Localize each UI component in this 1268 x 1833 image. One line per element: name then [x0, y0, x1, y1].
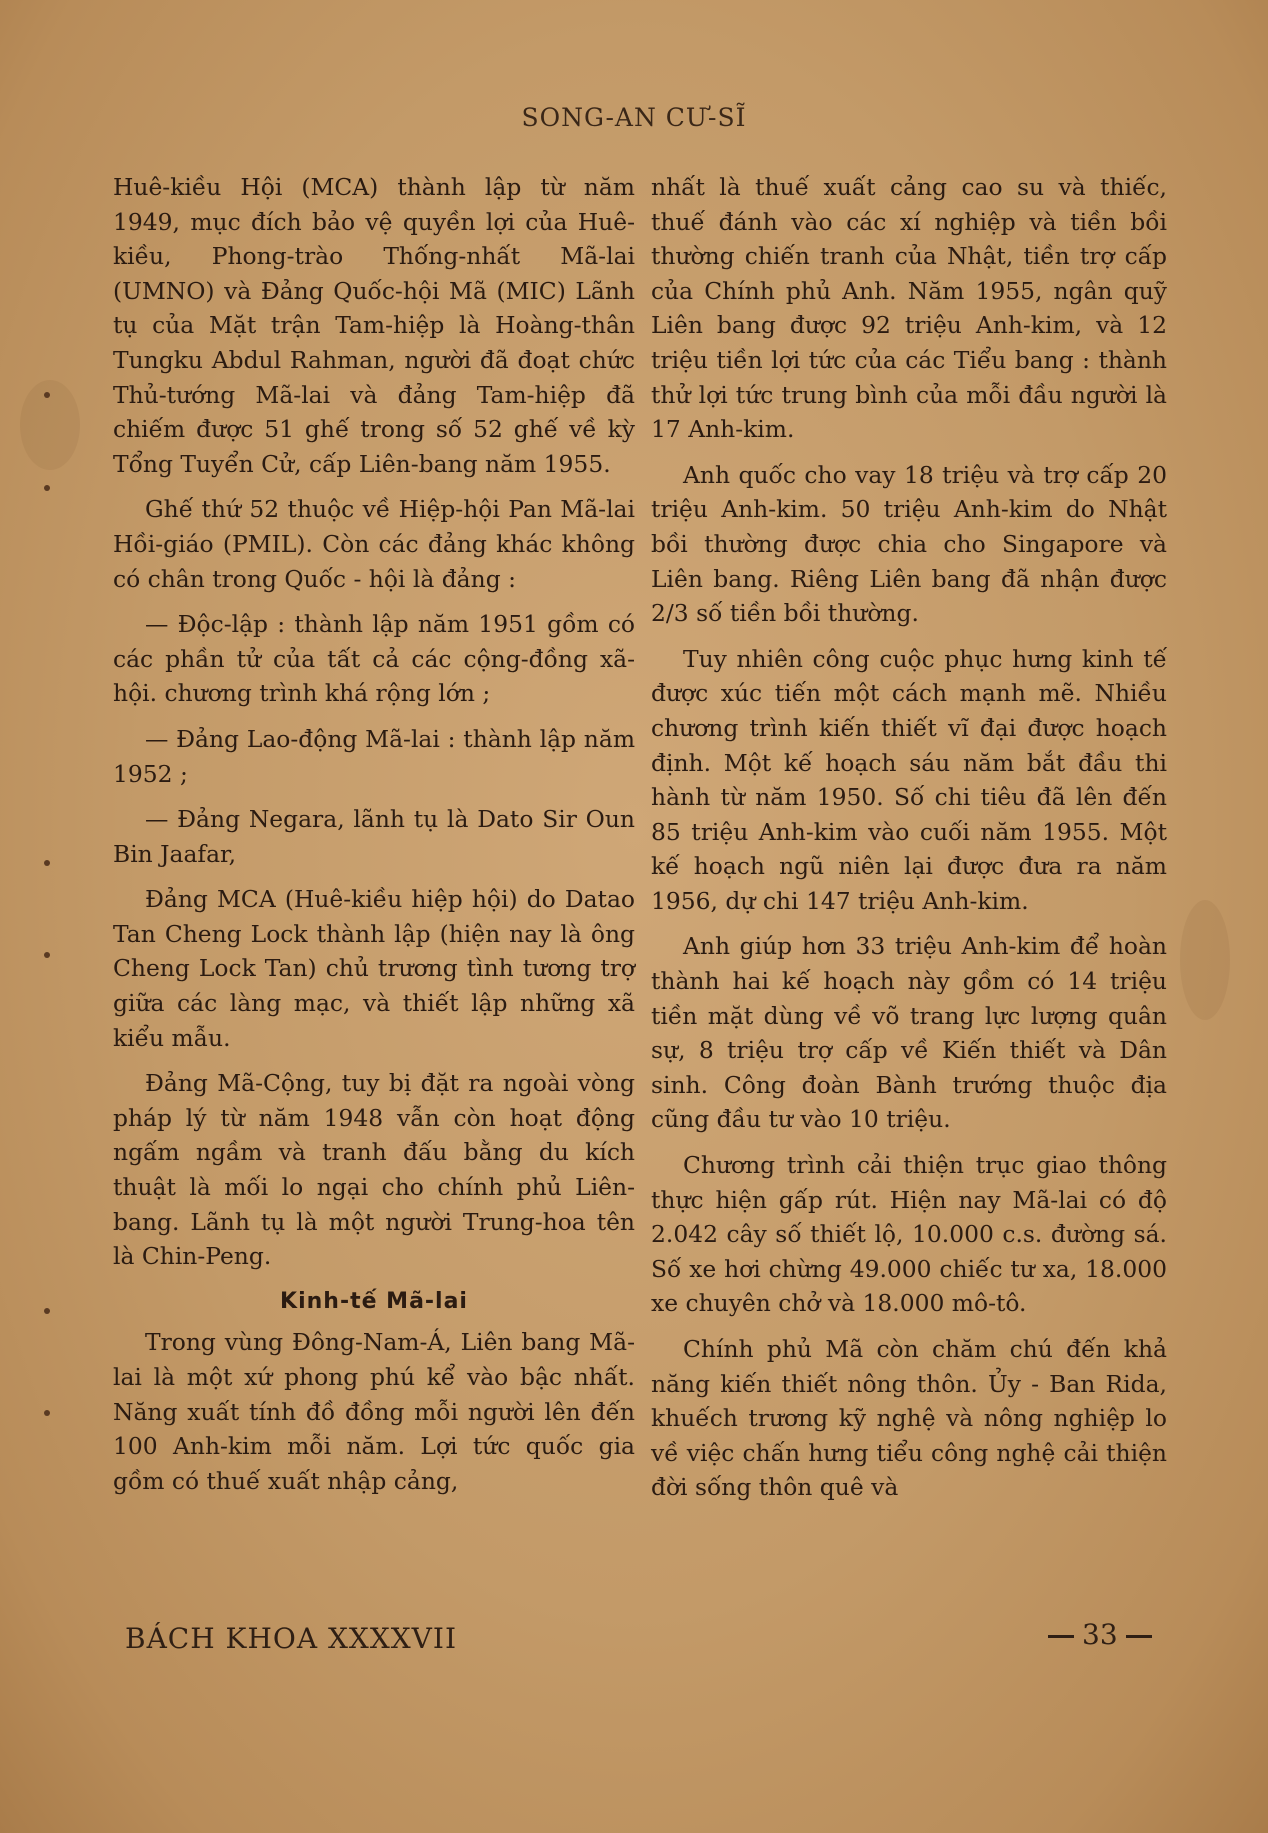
running-head: SONG-AN CƯ-SĨ	[521, 103, 747, 132]
binding-hole-mark	[44, 1410, 50, 1416]
binding-hole-mark	[44, 860, 50, 866]
paper-stain	[20, 380, 80, 470]
list-paragraph: — Đảng Lao-động Mã-lai : thành lập năm 1952 ;	[113, 724, 635, 788]
binding-hole-mark	[44, 1308, 50, 1314]
dash-decoration	[1048, 1635, 1074, 1638]
paragraph: Tuy nhiên công cuộc phục hưng kinh tế được xúc tiến một cách mạnh mẽ. Nhiều chương trình kiến thiết vĩ đại được hoạch định. Một kế hoạch sáu năm bắt đầu thi hành từ năm 1950. Số chi tiêu đã lên đến 85 triệu Anh-kim vào cuối năm 1955. Một kế hoạch ngũ niên lại được đưa ra năm 1956, dự chi 147 triệu Anh-kim.	[651, 644, 1167, 915]
paragraph: Chính phủ Mã còn chăm chú đến khả năng kiến thiết nông thôn. Ủy - Ban Rida, khuếch trương kỹ nghệ và nông nghiệp lo về việc chấn hưng tiểu công nghệ cải thiện đời sống thôn quê và	[651, 1335, 1167, 1502]
right-column	[651, 170, 1167, 1516]
list-paragraph: — Đảng Negara, lãnh tụ là Dato Sir Oun Bin Jaafar,	[113, 805, 635, 868]
section-heading: Kinh-tế Mã-lai	[280, 1288, 468, 1314]
paragraph: Anh giúp hơn 33 triệu Anh-kim để hoàn thành hai kế hoạch này gồm có 14 triệu tiền mặt dùng về võ trang lực lượng quân sự, 8 triệu trợ cấp về Kiến thiết và Dân sinh. Công đoàn Bành trướng thuộc địa cũng đầu tư vào 10 triệu.	[651, 932, 1167, 1134]
publication-footer: BÁCH KHOA XXXXVII	[125, 1622, 458, 1655]
page-number-footer	[1040, 1618, 1160, 1651]
dash-decoration	[1126, 1635, 1152, 1638]
binding-hole-mark	[44, 485, 50, 491]
paragraph: Huê-kiều Hội (MCA) thành lập từ năm 1949, mục đích bảo vệ quyền lợi của Huê-kiều, Phong-trào Thống-nhất Mã-lai (UMNO) và Đảng Quốc-hội Mã (MIC) Lãnh tụ của Mặt trận Tam-hiệp là Hoàng-thân Tungku Abdul Rahman, người đã đoạt chức Thủ-tướng Mã-lai và đảng Tam-hiệp đã chiếm được 51 ghế trong số 52 ghế về kỳ Tổng Tuyển Cử, cấp Liên-bang năm 1955.	[113, 173, 635, 478]
left-column	[113, 170, 635, 1509]
binding-hole-mark	[44, 392, 50, 398]
paragraph: Đảng MCA (Huê-kiều hiệp hội) do Datao Tan Cheng Lock thành lập (hiện nay là ông Cheng Lock Tan) chủ trương tình tương trợ giữa các làng mạc, và thiết lập những xã kiểu mẫu.	[113, 885, 635, 1052]
paper-stain	[1180, 900, 1230, 1020]
paragraph: Ghế thứ 52 thuộc về Hiệp-hội Pan Mã-lai Hồi-giáo (PMIL). Còn các đảng khác không có chân trong Quốc - hội là đảng :	[113, 495, 635, 593]
paragraph: nhất là thuế xuất cảng cao su và thiếc, thuế đánh vào các xí nghiệp và tiền bồi thường chiến tranh của Nhật, tiền trợ cấp của Chính phủ Anh. Năm 1955, ngân quỹ Liên bang được 92 triệu Anh-kim, và 12 triệu tiền lợi tức của các Tiểu bang : thành thử lợi tức trung bình của mỗi đầu người là 17 Anh-kim.	[651, 173, 1167, 444]
list-paragraph: — Độc-lập : thành lập năm 1951 gồm có các phần tử của tất cả các cộng-đồng xã-hội. chương trình khá rộng lớn ;	[113, 610, 635, 708]
paragraph: Trong vùng Đông-Nam-Á, Liên bang Mã-lai là một xứ phong phú kể vào bậc nhất. Năng xuất tính đồ đồng mỗi người lên đến 100 Anh-kim mỗi năm. Lợi tức quốc gia gồm có thuế xuất nhập cảng,	[113, 1328, 635, 1495]
paragraph: Chương trình cải thiện trục giao thông thực hiện gấp rút. Hiện nay Mã-lai có độ 2.042 cây số thiết lộ, 10.000 c.s. đường sá. Số xe hơi chừng 49.000 chiếc tư xa, 18.000 xe chuyên chở và 18.000 mô-tô.	[651, 1151, 1167, 1318]
page-number: 33	[1082, 1618, 1118, 1651]
paragraph: Đảng Mã-Cộng, tuy bị đặt ra ngoài vòng pháp lý từ năm 1948 vẫn còn hoạt động ngấm ngầm và tranh đấu bằng du kích thuật là mối lo ngại cho chính phủ Liên-bang. Lãnh tụ là một người Trung-hoa tên là Chin-Peng.	[113, 1069, 635, 1271]
paragraph: Anh quốc cho vay 18 triệu và trợ cấp 20 triệu Anh-kim. 50 triệu Anh-kim do Nhật bồi thường được chia cho Singapore và Liên bang. Riêng Liên bang đã nhận được 2/3 số tiền bồi thường.	[651, 460, 1167, 628]
binding-hole-mark	[44, 952, 50, 958]
